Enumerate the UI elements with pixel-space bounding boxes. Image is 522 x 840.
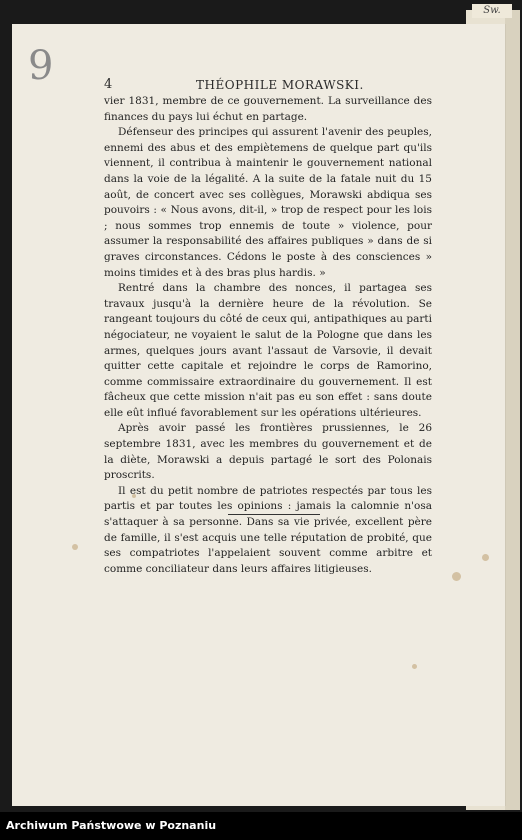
paragraph: Défenseur des principes qui assurent l'avenir des peuples, ennemi des abus et des empiètemens de quelque part qu'ils viennent, il contribua à maintenir le gouvernement national dans la voie de la légalité. A la suite de la fatale nuit du 15 août, de concert avec ses collègues, Morawski abdiqua ses pouvoirs : « Nous avons, dit-il, » trop de respect pour les lois ; nous sommes trop ennemis de toute » violence, pour assumer la responsabilité des affaires publiques » dans de si graves circonstances. Cédons le poste à des consciences » moins timides et à des bras plus hardis. » xyxy=(104,126,432,279)
foxing-spot xyxy=(482,554,489,561)
foxing-spot xyxy=(72,544,78,550)
paragraph: vier 1831, membre de ce gouvernement. La surveillance des finances du pays lui échut en partage. xyxy=(104,95,432,123)
foxing-spot xyxy=(452,572,461,581)
end-rule xyxy=(228,514,320,515)
pencil-folio-mark: 9 xyxy=(28,43,54,89)
foxing-spot xyxy=(412,664,417,669)
page-header xyxy=(104,76,434,94)
adjacent-page-edge xyxy=(505,10,520,810)
running-head: THÉOPHILE MORAWSKI. xyxy=(196,78,364,92)
paragraph: Après avoir passé les frontières prussiennes, le 26 septembre 1831, avec les membres du gouvernement et de la diète, Morawski a depuis partagé le sort des Polonais proscrits. xyxy=(104,422,432,482)
body-text xyxy=(104,94,432,577)
paragraph: Rentré dans la chambre des nonces, il partagea ses travaux jusqu'à la dernière heure de la révolution. Se rangeant toujours du côté de ceux qui, antipathiques au parti négociateur, ne voyaient le salut de la Pologne que dans les armes, quelques jours avant l'assaut de Varsovie, il devait quitter cette capitale et rejoindre le corps de Ramorino, comme commissaire extraordinaire du gouvernement. Il est fâcheux que cette mission n'ait pas eu son effet : sans doute elle eût influé favorablement sur les opérations ultérieures. xyxy=(104,282,432,419)
page-number: 4 xyxy=(104,77,113,92)
paragraph: Il est du petit nombre de patriotes respectés par tous les partis et par toutes les opinions : jamais la calomnie n'osa s'attaquer à sa personne. Dans sa vie privée, excellent père de famille, il s'est acquis une telle réputation de probité, que ses compatriotes l'appelaient souvent comme arbitre et comme conciliateur dans leurs affaires litigieuses. xyxy=(104,484,432,575)
corner-annotation: Sw. xyxy=(472,4,512,18)
archive-label: Archiwum Państwowe w Poznaniu xyxy=(6,819,217,832)
footer-bar xyxy=(0,812,522,840)
